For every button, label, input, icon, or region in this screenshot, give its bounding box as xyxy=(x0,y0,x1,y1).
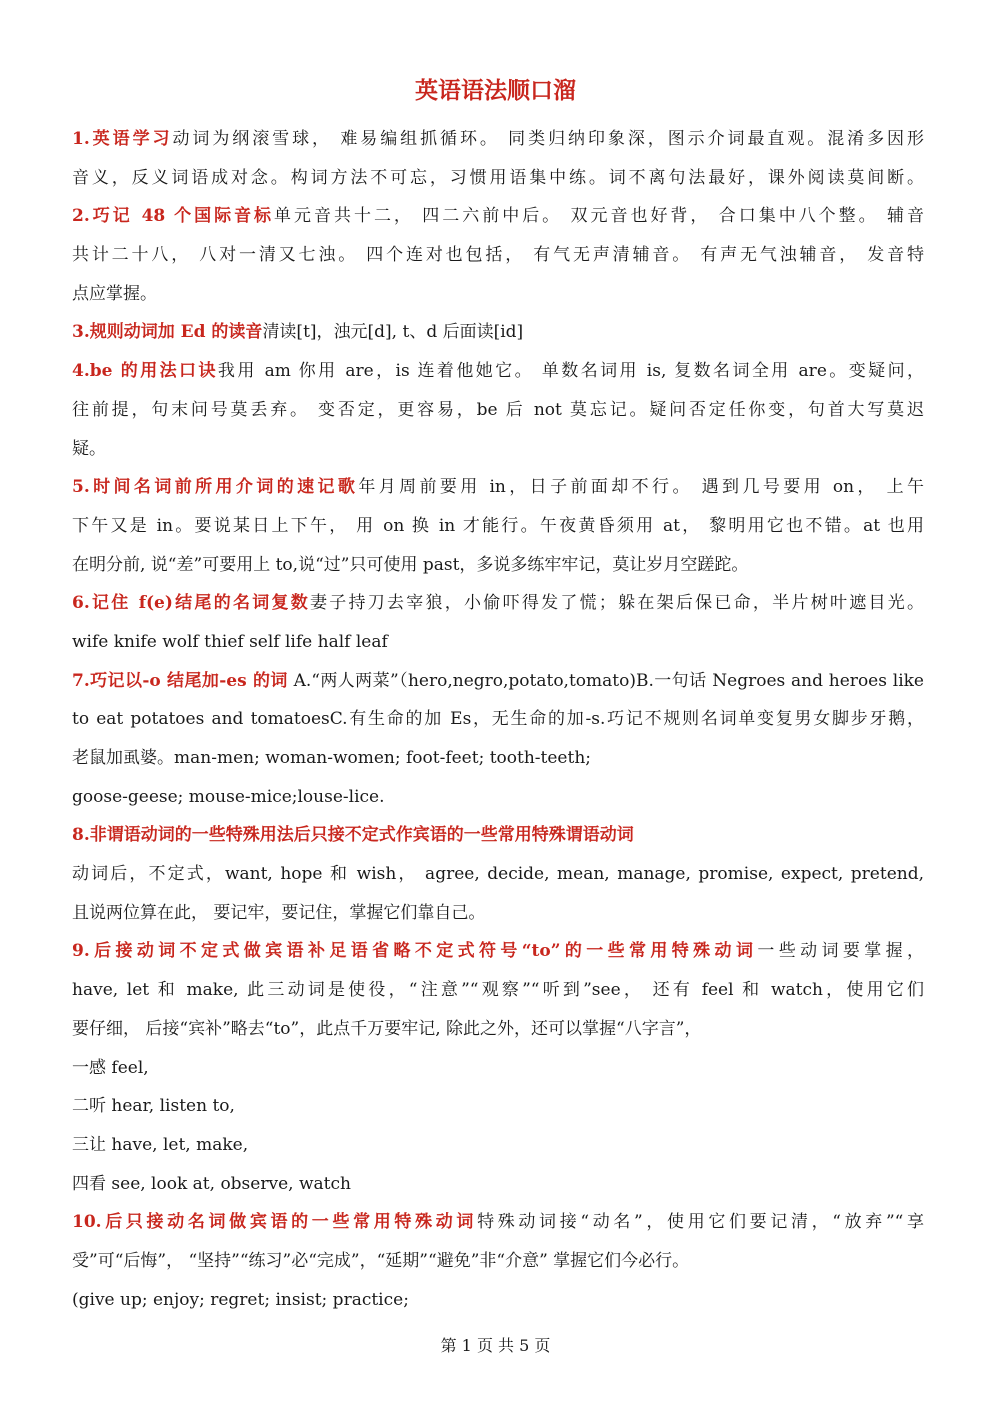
text-line xyxy=(72,855,924,894)
body-text: 且说两位算在此， 要记牢，要记住，掌握它们靠自己。 xyxy=(72,902,486,923)
section-heading: 2.巧记 48 个国际音标 xyxy=(72,206,275,227)
text-line xyxy=(72,623,924,662)
body-text: have, let 和 make, 此三动词是使役，“注意”“观察”“听到”see， 还有 feel 和 watch，使用它们 xyxy=(72,980,924,1001)
body-text: 四看 see, look at, observe, watch xyxy=(72,1173,351,1194)
text-line xyxy=(72,816,924,855)
text-line xyxy=(72,1165,924,1204)
body-text: 动词为纲滚雪球， 难易编组抓循环。 同类归纳印象深，图示介词最直观。混淆多因形 xyxy=(172,129,924,149)
body-text: 一些动词要掌握， xyxy=(757,941,924,962)
body-text: wife knife wolf thief self life half leaf xyxy=(72,631,388,652)
section-heading: 7.巧记以-o 结尾加-es 的词 xyxy=(72,670,288,691)
text-line xyxy=(72,236,924,275)
section-heading: 8.非谓语动词的一些特殊用法后只接不定式作宾语的一些常用特殊谓语动词 xyxy=(72,825,634,846)
body-text: 要仔细， 后接“宾补”略去“to”，此点千万要牢记, 除此之外，还可以掌握“八字言”， xyxy=(72,1018,702,1039)
text-line xyxy=(72,197,924,236)
body-text: 在明分前, 说“差”可要用上 to,说“过”只可使用 past，多说多练牢牢记，莫让岁月空蹉跎。 xyxy=(72,554,749,575)
text-line xyxy=(72,1087,924,1126)
body-text: 音义，反义词语成对念。构词方法不可忘，习惯用语集中练。词不离句法最好，课外阅读莫间断。 xyxy=(72,167,924,188)
text-line xyxy=(72,313,924,352)
body-text: 老鼠加虱婆。man-men; woman-women; foot-feet; tooth-teeth; xyxy=(72,748,591,768)
body-text: 一感 feel, xyxy=(72,1057,149,1078)
body-text: to eat potatoes and tomatoesC.有生命的加 Es，无生命的加-s.巧记不规则名词单变复男女脚步牙鹅， xyxy=(72,709,924,730)
body-text: 特殊动词接“动名”，使用它们要记清，“放弃”“享 xyxy=(477,1212,924,1233)
text-line xyxy=(72,1281,924,1320)
body-text: 妻子持刀去宰狼，小偷吓得发了慌；躲在架后保已命，半片树叶遮目光。 xyxy=(309,593,924,614)
text-line xyxy=(72,1049,924,1088)
text-line xyxy=(72,159,924,198)
document-title: 英语语法顺口溜 xyxy=(415,77,576,104)
text-line xyxy=(72,352,924,391)
text-line xyxy=(72,546,924,585)
body-text: 下午又是 in。要说某日上下午， 用 on 换 in 才能行。午夜黄昏须用 at， 黎明用它也不错。at 也用 xyxy=(72,515,924,536)
section-heading: 5.时间名词前所用介词的速记歌 xyxy=(72,477,359,498)
text-line xyxy=(72,778,924,817)
text-line xyxy=(72,584,924,623)
text-line xyxy=(72,700,924,739)
text-line xyxy=(72,1010,924,1049)
section-heading: 10.后只接动名词做宾语的一些常用特殊动词 xyxy=(72,1212,478,1233)
body-text: (give up; enjoy; regret; insist; practice; xyxy=(72,1289,409,1310)
body-text: 我用 am 你用 are，is 连着他她它。 单数名词用 is, 复数名词全用 are。变疑问， xyxy=(217,361,924,382)
body-text: 受”可“后悔”， “坚持”“练习”必“完成”，“延期”“避免”非“介意” 掌握它们今必行。 xyxy=(72,1250,690,1271)
text-line xyxy=(72,739,924,778)
text-line xyxy=(72,275,924,314)
body-text: 二听 hear, listen to, xyxy=(72,1096,235,1117)
body-text: 清读[t]，浊元[d], t、d 后面读[id] xyxy=(262,322,524,343)
body-text: 单元音共十二， 四二六前中后。 双元音也好背， 合口集中八个整。 辅音 xyxy=(274,206,924,227)
body-text: 往前提，句末问号莫丢弃。 变否定，更容易，be 后 not 莫忘记。疑问否定任你变，句首大写莫迟 xyxy=(72,399,924,420)
body-text: 疑。 xyxy=(72,438,106,459)
text-line xyxy=(72,662,924,701)
section-heading: 4.be 的用法口诀 xyxy=(72,361,218,382)
body-text: 点应掌握。 xyxy=(72,283,157,304)
page-footer: 第 1 页 共 5 页 xyxy=(440,1336,551,1355)
body-text: 动词后，不定式，want, hope 和 wish， agree, decide, mean, manage, promise, expect, pretend, xyxy=(72,864,924,885)
text-line xyxy=(72,894,924,933)
body-text: 三让 have, let, make, xyxy=(72,1134,249,1155)
body-text: 共计二十八， 八对一清又七浊。 四个连对也包括， 有气无声清辅音。 有声无气浊辅音， 发音特 xyxy=(72,245,924,266)
body-text: goose-geese; mouse-mice;louse-lice. xyxy=(72,786,385,807)
section-heading: 6.记住 f(e)结尾的名词复数 xyxy=(72,593,310,614)
text-line xyxy=(72,430,924,469)
text-line xyxy=(72,391,924,430)
text-line xyxy=(72,507,924,546)
text-line xyxy=(72,1203,924,1242)
section-heading: 9.后接动词不定式做宾语补足语省略不定式符号“to”的一些常用特殊动词 xyxy=(72,941,758,962)
text-line xyxy=(72,971,924,1010)
text-line xyxy=(72,1242,924,1281)
document-body xyxy=(72,120,924,1319)
text-line xyxy=(72,1126,924,1165)
text-line xyxy=(72,120,924,159)
body-text: A.“两人两菜”（hero,negro,potato,tomato)B.一句话 Negroes and heroes like xyxy=(287,670,924,691)
section-heading: 3.规则动词加 Ed 的读音 xyxy=(72,322,263,343)
text-line xyxy=(72,468,924,507)
body-text: 年月周前要用 in，日子前面却不行。 遇到几号要用 on， 上午 xyxy=(358,477,924,498)
text-line xyxy=(72,932,924,971)
section-heading: 1.英语学习 xyxy=(72,129,173,149)
